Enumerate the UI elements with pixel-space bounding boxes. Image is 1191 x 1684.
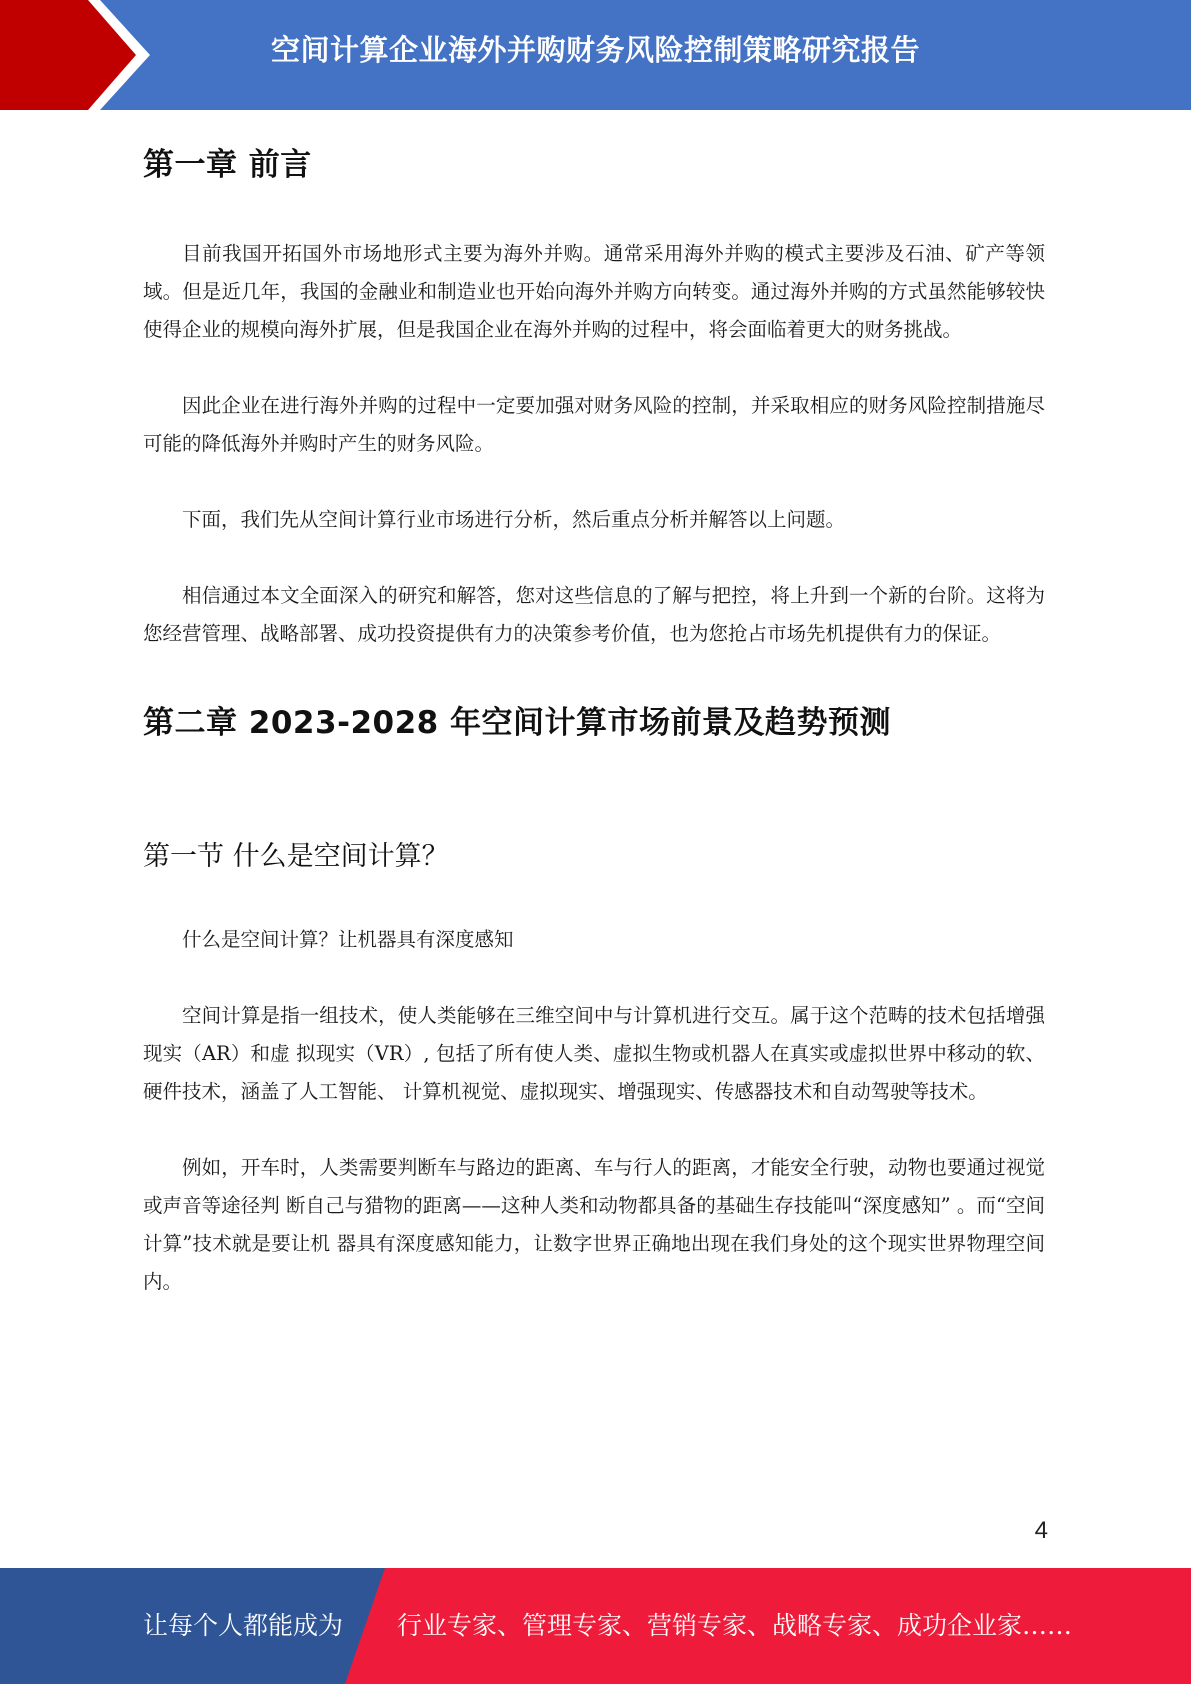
chapter1-paragraph: 目前我国开拓国外市场地形式主要为海外并购。通常采用海外并购的模式主要涉及石油、矿产等领域。但是近几年，我国的金融业和制造业也开始向海外并购方向转变。通过海外并购的方式虽然能够较快使得企业的规模向海外扩展，但是我国企业在海外并购的过程中，将会面临着更大的财务挑战。 [143, 242, 1045, 341]
page-number: 4 [1034, 1517, 1048, 1544]
header-chevron-decoration [0, 0, 150, 110]
chapter1-paragraph: 因此企业在进行海外并购的过程中一定要加强对财务风险的控制，并采取相应的财务风险控制措施尽可能的降低海外并购时产生的财务风险。 [143, 394, 1045, 455]
report-title: 空间计算企业海外并购财务风险控制策略研究报告 [270, 33, 920, 67]
chapter1-paragraph: 下面，我们先从空间计算行业市场进行分析，然后重点分析并解答以上问题。 [182, 508, 846, 531]
chapter1-paragraph: 相信通过本文全面深入的研究和解答，您对这些信息的了解与把控，将上升到一个新的台阶。这将为您经营管理、战略部署、成功投资提供有力的决策参考价值，也为您抢占市场先机提供有力的保证。 [143, 584, 1045, 645]
chapter1-heading: 第一章 前言 [143, 147, 312, 183]
footer-slogan-left: 让每个人都能成为 [143, 1611, 344, 1640]
section1-paragraph: 什么是空间计算？让机器具有深度感知 [182, 928, 514, 951]
footer-slogan-right: 行业专家、管理专家、营销专家、战略专家、成功企业家…… [397, 1611, 1073, 1640]
header-banner [0, 0, 1191, 110]
chapter2-heading: 第二章 2023-2028 年空间计算市场前景及趋势预测 [143, 705, 892, 741]
footer-banner [0, 1568, 1191, 1684]
section1-paragraph: 空间计算是指一组技术，使人类能够在三维空间中与计算机进行交互。属于这个范畴的技术包括增强现实（AR）和虚 拟现实（VR）, 包括了所有使人类、虚拟生物或机器人在真实或虚拟世界中移动的软、硬件技术，涵盖了人工智能、 计算机视觉、虚拟现实、增强现实、传感器技术和自动驾驶等技术。 [143, 1004, 1045, 1103]
document-body [143, 110, 1045, 1301]
section1-heading: 第一节 什么是空间计算？ [143, 841, 449, 872]
section1-paragraph: 例如，开车时，人类需要判断车与路边的距离、车与行人的距离，才能安全行驶，动物也要通过视觉或声音等途径判 断自己与猎物的距离——这种人类和动物都具备的基础生存技能叫“深度感知” 。而“空间计算”技术就是要让机 器具有深度感知能力，让数字世界正确地出现在我们身处的这个现实世界物理空间内。 [143, 1156, 1045, 1293]
